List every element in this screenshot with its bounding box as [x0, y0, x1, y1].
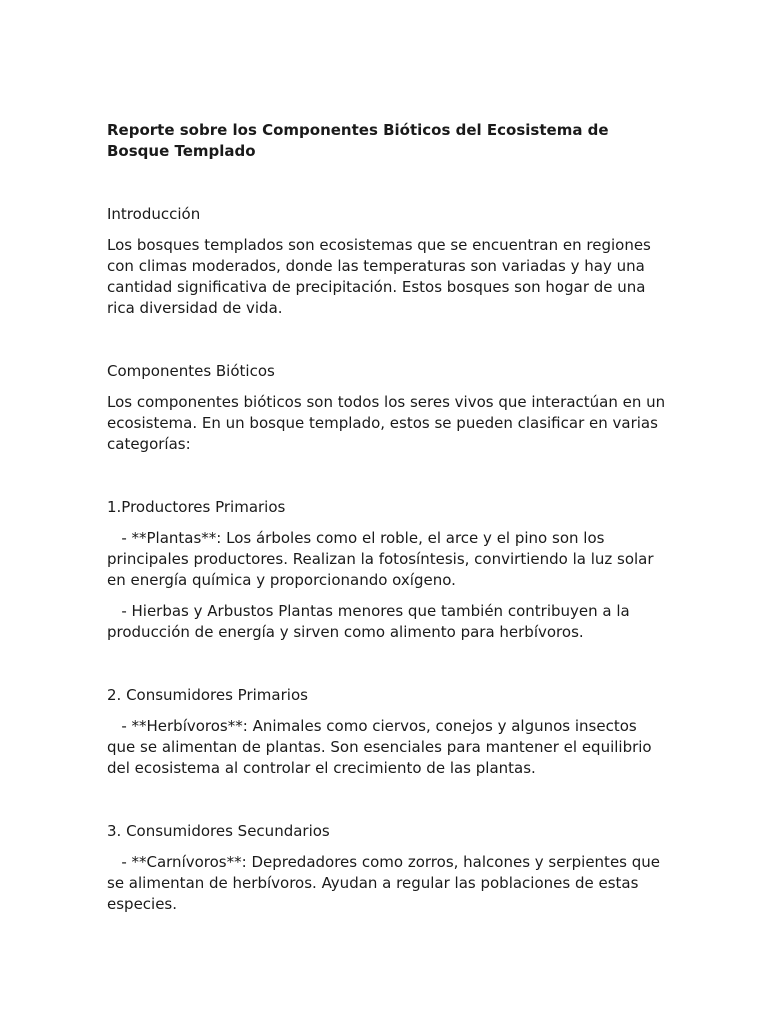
- section-consumidores-primarios: [107, 685, 667, 779]
- list-item-hierbas-arbustos: - Hierbas y Arbustos Plantas menores que también contribuyen a la producción de energía y sirven como alimento para herbívoros.: [107, 602, 635, 641]
- document-page: [107, 120, 667, 915]
- section-consumidores-secundarios: [107, 821, 667, 915]
- document-title: Reporte sobre los Componentes Bióticos del Ecosistema de Bosque Templado: [107, 121, 609, 160]
- section-heading-consumidores-secundarios: 3. Consumidores Secundarios: [107, 822, 330, 840]
- section-introduccion: [107, 204, 667, 319]
- section-heading-consumidores-primarios: 2. Consumidores Primarios: [107, 686, 308, 704]
- paragraph-componentes-bioticos: Los componentes bióticos son todos los seres vivos que interactúan en un ecosistema. En un bosque templado, estos se pueden clasificar en varias categorías:: [107, 393, 666, 453]
- section-heading-introduccion: Introducción: [107, 205, 201, 223]
- section-componentes-bioticos: [107, 361, 667, 455]
- paragraph-introduccion: Los bosques templados son ecosistemas que se encuentran en regiones con climas moderados, donde las temperaturas son variadas y hay una cantidad significativa de precipitación. Estos bosques son hogar de una rica diversidad de vida.: [107, 236, 651, 317]
- section-heading-productores-primarios: 1.Productores Primarios: [107, 498, 286, 516]
- list-item-carnivoros: - **Carnívoros**: Depredadores como zorros, halcones y serpientes que se alimentan de herbívoros. Ayudan a regular las poblaciones de estas especies.: [107, 853, 665, 913]
- section-productores-primarios: [107, 497, 667, 643]
- list-item-plantas: - **Plantas**: Los árboles como el roble, el arce y el pino son los principales productores. Realizan la fotosíntesis, convirtiendo la luz solar en energía química y proporcionando oxígeno.: [107, 529, 659, 589]
- section-heading-componentes-bioticos: Componentes Bióticos: [107, 362, 275, 380]
- list-item-herbivoros: - **Herbívoros**: Animales como ciervos, conejos y algunos insectos que se alimentan de plantas. Son esenciales para mantener el equilibrio del ecosistema al controlar el crecimiento de las plantas.: [107, 717, 657, 777]
